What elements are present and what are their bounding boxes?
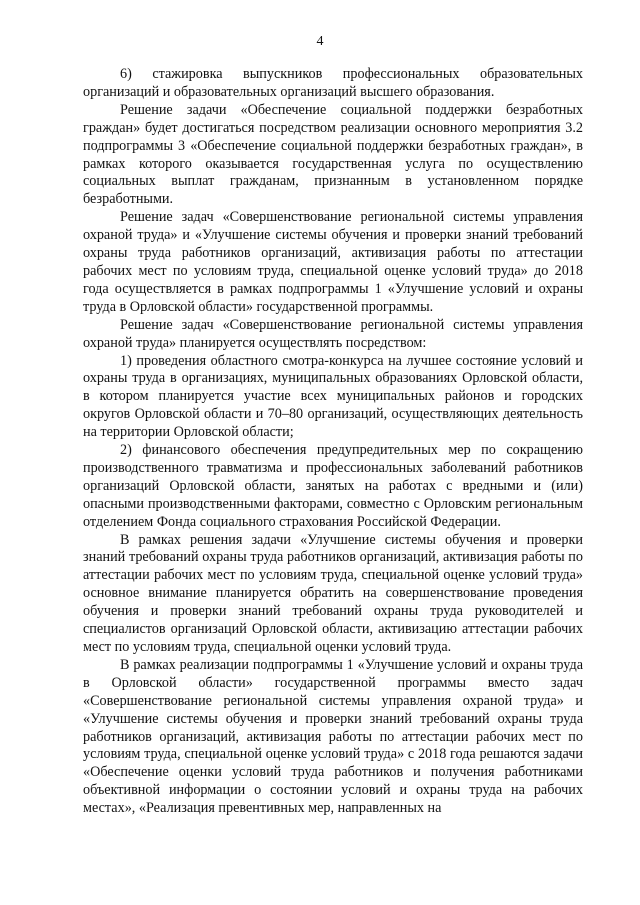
paragraph-management-system: Решение задач «Совершенствование региональной системы управления охраной труда» планируется осуществлять посредством: bbox=[83, 316, 583, 351]
paragraph-labor-protection-tasks: Решение задач «Совершенствование региональной системы управления охраной труда» и «Улучшение системы обучения и проверки знаний требований охраны труда работников организаций, активизация работы по аттестации рабочих мест по условиям труда, специальной оценке условий труда» до 2018 года осуществляется в рамках подпрограммы 1 «Улучшение условий и охраны труда в Орловской области» государственной программы. bbox=[83, 209, 583, 315]
page-number: 4 bbox=[316, 34, 324, 49]
paragraph-social-support: Решение задачи «Обеспечение социальной поддержки безработных граждан» будет достигаться посредством реализации основного мероприятия 3.2 подпрограммы 3 «Обеспечение социальной поддержки безработных граждан», в рамках которого оказывается государственная услуга по осуществлению социальных выплат гражданам, признанным в установленном порядке безработными. bbox=[83, 101, 583, 208]
paragraph-item-2-funding: 2) финансового обеспечения предупредительных мер по сокращению производственного травматизма и профессиональных заболеваний работников организаций Орловской области, занятых на работах с вредными и (или) опасными производственными факторами, совместно с Орловским региональным отделением Фонда социального страхования Российской Федерации. bbox=[83, 442, 583, 530]
paragraph-item-1-competition: 1) проведения областного смотра-конкурса на лучшее состояние условий и охраны труда в организациях, муниципальных образованиях Орловской области, в котором планируется участие всех муниципальных районов и городских округов Орловской области и 70–80 организаций, осуществляющих деятельность на территории Орловской области; bbox=[83, 352, 583, 441]
document-body bbox=[83, 66, 583, 818]
paragraph-training-system: В рамках решения задачи «Улучшение системы обучения и проверки знаний требований охраны труда работников организаций, активизация работы по аттестации рабочих мест по условиям труда, специальной оценке условий труда» основное внимание планируется обратить на совершенствование проведения обучения и проверки знаний требований охраны труда руководителей и специалистов организаций Орловской области, активизацию аттестации рабочих мест по условиям труда, специальной оценки условий труда. bbox=[83, 531, 583, 655]
paragraph-internship: 6) стажировка выпускников профессиональных образовательных организаций и образовательных организаций высшего образования. bbox=[83, 66, 583, 100]
paragraph-subprogram-1: В рамках реализации подпрограммы 1 «Улучшение условий и охраны труда в Орловской области» государственной программы вместо задач «Совершенствование региональной системы управления охраной труда» и «Улучшение системы обучения и проверки знаний требований охраны труда работников организаций, активизация работы по аттестации рабочих мест по условиям труда, специальной оценке условий труда» с 2018 года решаются задачи «Обеспечение оценки условий труда работников и получения работниками объективной информации о состоянии условий и охраны труда на рабочих местах», «Реализация превентивных мер, направленных на bbox=[83, 656, 583, 817]
